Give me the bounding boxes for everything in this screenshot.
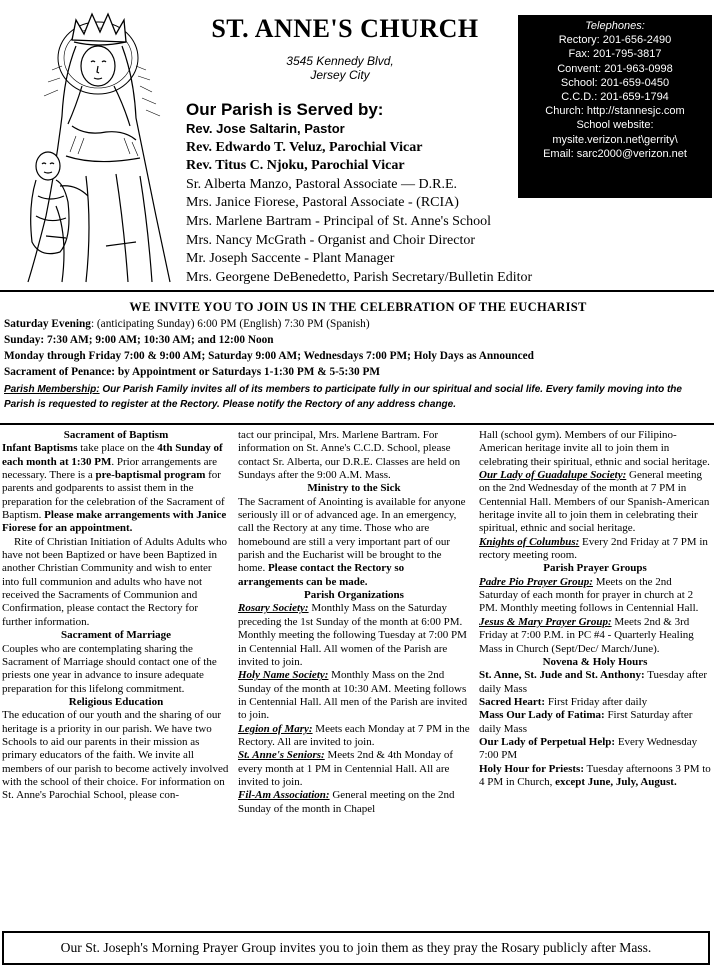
parish-organizations-heading: Parish Organizations bbox=[304, 589, 404, 602]
novena-perpetual-help: Our Lady of Perpetual Help: Every Wednesday 7:00 PM bbox=[479, 735, 698, 762]
guadalupe-society: Our Lady of Guadalupe Society: General meeting on the 2nd Wednesday of the month at 7 PM in Centennial Hall. Members of our Spanish-American heritage invite all to join them in celebrating their spiritual, ethnic and social heritage. bbox=[479, 469, 710, 535]
fil-am-association-cont: Hall (school gym). Members of our Filipino-American heritage invite all to join them in celebrating their spiritual, ethnic and social heritage. bbox=[479, 429, 710, 468]
membership-text: Our Parish Family invites all of its members to participate fully in our spiritual and social life. Every family moving into the Parish is requested to register at the Rectory. Please notify the Rectory of any address change. bbox=[4, 384, 682, 410]
parish-membership bbox=[4, 383, 710, 412]
rcia-text: Rite of Christian Initiation of Adults Adults who have not been Baptized or have been Baptized in another Christian Community and wish to enter into full communion and adults who have not received the Sacraments of Communion and Confirmation, please contact the Rectory for further information. bbox=[2, 535, 227, 628]
mass-saturday-times: : (anticipating Sunday) 6:00 PM (English) 7:30 PM (Spanish) bbox=[90, 318, 370, 330]
staff-line: Mrs. Marlene Bartram - Principal of St. Anne's School bbox=[186, 213, 492, 229]
madonna-and-child-illustration bbox=[6, 6, 176, 286]
address-city: Jersey City bbox=[310, 68, 370, 82]
holy-name-society: Holy Name Society: Monthly Mass on the 2nd Sunday of the month at 10:30 AM. Meeting follows in Centennial Hall. All men of the Parish are invited to join. bbox=[238, 669, 468, 722]
church-address bbox=[260, 54, 420, 82]
religious-education-heading: Religious Education bbox=[68, 695, 164, 708]
novena-fatima: Mass Our Lady of Fatima: First Saturday after daily Mass bbox=[479, 709, 693, 735]
mass-saturday-label: Saturday Evening bbox=[4, 318, 91, 330]
telephones-heading: Telephones: bbox=[585, 20, 645, 32]
column-3 bbox=[479, 429, 711, 789]
novena-sacred-heart: Sacred Heart: First Friday after daily bbox=[479, 695, 648, 708]
footer-notice: Our St. Joseph's Morning Prayer Group invites you to join them as they pray the Rosary publicly after Mass. bbox=[2, 931, 710, 965]
jesus-mary-group: Jesus & Mary Prayer Group: Meets 2nd & 3rd Friday at 7:00 P.M. in PC #4 - Quarterly Healing Mass in Church (Sept/Dec/ March/June). bbox=[479, 615, 694, 655]
mass-penance: Sacrament of Penance: by Appointment or Saturdays 1-1:30 PM & 5-5:30 PM bbox=[4, 366, 381, 378]
st-annes-seniors: St. Anne's Seniors: Meets 2nd & 4th Monday of every month at 1 PM in Centennial Hall. All are invited to join. bbox=[238, 749, 454, 788]
religious-education-text: The education of our youth and the sharing of our heritage is a priority in our parish. We have two Schools to aid our parents in their mission as primary educators of the faith. We invite all members of our parish to become actively involved with the school of their choice. For information on St. Anne's Parochial School, please con- bbox=[2, 709, 229, 802]
mass-sunday: Sunday: 7:30 AM; 9:00 AM; 10:30 AM; and 12:00 Noon bbox=[4, 334, 274, 346]
parish-staff-heading: Our Parish is Served by: bbox=[186, 100, 384, 119]
address-street: 3545 Kennedy Blvd, bbox=[286, 54, 394, 68]
novena-st-anne: St. Anne, St. Jude and St. Anthony: Tuesday after daily Mass bbox=[479, 669, 707, 695]
ministry-sick-text: The Sacrament of Anointing is available for anyone seriously ill or of advanced age. In an emergency, call the Rectory at any time. Those who are homebound are still a very important part of our parish and the Eucharist will be brought to the home. Please contact the Rectory so arrangements can be made. bbox=[238, 495, 466, 588]
marriage-text: Couples who are contemplating sharing the Sacrament of Marriage should contact one of the priests one year in advance to insure adequate preparation for this lifelong commitment. bbox=[2, 642, 217, 695]
staff-line: Rev. Titus C. Njoku, Parochial Vicar bbox=[186, 158, 405, 174]
staff-line: Rev. Edwardo T. Veluz, Parochial Vicar bbox=[186, 139, 423, 155]
baptism-text: Infant Baptisms take place on the 4th Sunday of each month at 1:30 PM. Prior arrangements are necessary. There is a pre-baptismal program for parents and godparents to assist them in the preparation for the celebration of the Sacrament of Baptism. Please make arrangements with Janice Fiorese for an appointment. bbox=[2, 442, 227, 535]
mass-heading: WE INVITE YOU TO JOIN US IN THE CELEBRATION OF THE EUCHARIST bbox=[129, 300, 587, 314]
phone-rectory: Rectory: 201-656-2490 bbox=[558, 34, 672, 47]
prayer-groups-heading: Parish Prayer Groups bbox=[543, 562, 647, 575]
fil-am-association: Fil-Am Association: General meeting on the 2nd Sunday of the month in Chapel bbox=[238, 789, 455, 815]
phone-school: School: 201-659-0450 bbox=[560, 76, 670, 89]
column-1 bbox=[2, 429, 230, 803]
church-website: Church: http://stannesjc.com bbox=[545, 105, 685, 118]
baptism-heading: Sacrament of Baptism bbox=[63, 429, 169, 441]
staff-line: Mr. Joseph Saccente - Plant Manager bbox=[186, 251, 395, 267]
staff-line: Mrs. Georgene DeBenedetto, Parish Secretary/Bulletin Editor bbox=[186, 269, 533, 285]
padre-pio-group: Padre Pio Prayer Group: Meets on the 2nd Saturday of each month for prayer in church at 2 PM. Monthly meeting follows in Centennial Hall. bbox=[479, 575, 699, 615]
holy-hour-priests: Holy Hour for Priests: Tuesday afternoons 3 PM to 4 PM in Church, except June, July, August. bbox=[479, 762, 711, 788]
legion-of-mary: Legion of Mary: Meets each Monday at 7 PM in the Rectory. All are invited to join. bbox=[238, 722, 470, 748]
knights-of-columbus: Knights of Columbus: Every 2nd Friday at 7 PM in rectory meeting room. bbox=[479, 535, 708, 562]
membership-label: Parish Membership: bbox=[4, 384, 100, 395]
phone-fax: Fax: 201-795-3817 bbox=[568, 48, 662, 61]
school-website: mysite.verizon.net\gerrity\ bbox=[552, 133, 678, 146]
staff-line: Rev. Jose Saltarin, Pastor bbox=[186, 121, 345, 136]
novena-heading: Novena & Holy Hours bbox=[542, 655, 648, 668]
phone-ccd: C.C.D.: 201-659-1794 bbox=[561, 91, 669, 104]
ministry-sick-heading: Ministry to the Sick bbox=[307, 482, 401, 495]
staff-line: Mrs. Nancy McGrath - Organist and Choir Director bbox=[186, 232, 476, 248]
staff-line: Sr. Alberta Manzo, Pastoral Associate — D.R.E. bbox=[186, 176, 458, 192]
religious-education-cont: tact our principal, Mrs. Marlene Bartram. For information on St. Anne's C.C.D. School, please contact Sr. Alberta, our D.R.E. Classes are held on Sundays after the 9:00 A.M. Mass. bbox=[238, 429, 461, 482]
telephone-box bbox=[518, 15, 712, 198]
rosary-society: Rosary Society: Monthly Mass on the Saturday preceding the 1st Sunday of the month at 6:00 PM. Monthly meeting the following Tuesday at 7:00 PM in Centennial Hall. All women of the Parish are invited to join. bbox=[238, 602, 467, 668]
marriage-heading: Sacrament of Marriage bbox=[61, 629, 171, 642]
mass-saturday bbox=[4, 318, 370, 330]
church-title: ST. ANNE'S CHURCH bbox=[211, 14, 479, 43]
email: Email: sarc2000@verizon.net bbox=[543, 147, 687, 160]
mass-weekday: Monday through Friday 7:00 & 9:00 AM; Saturday 9:00 AM; Wednesdays 7:00 PM; Holy Days as Announced bbox=[4, 350, 534, 362]
phone-convent: Convent: 201-963-0998 bbox=[557, 62, 673, 75]
school-website-label: School website: bbox=[576, 119, 654, 132]
staff-line: Mrs. Janice Fiorese, Pastoral Associate - (RCIA) bbox=[186, 195, 459, 211]
column-2 bbox=[238, 429, 470, 816]
